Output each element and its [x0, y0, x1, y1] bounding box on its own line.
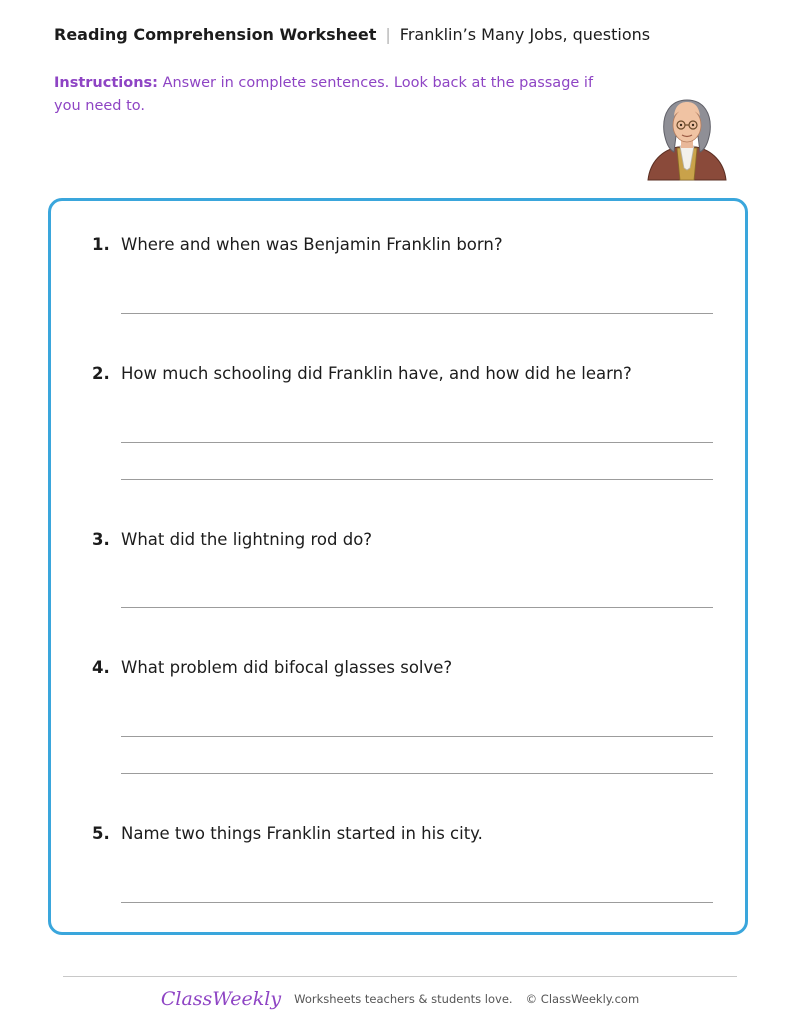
- instructions: [54, 72, 594, 118]
- question-text: How much schooling did Franklin have, and how did he learn?: [121, 364, 632, 383]
- footer-divider: [63, 976, 737, 977]
- header-separator: |: [385, 25, 391, 44]
- answer-line-5[interactable]: [121, 902, 713, 903]
- instructions-text: Answer in complete sentences. Look back at the passage if you need to.: [54, 75, 594, 114]
- benjamin-franklin-portrait-icon: [644, 92, 730, 182]
- worksheet-title: Reading Comprehension Worksheet: [54, 25, 377, 44]
- question-number: 2.: [92, 364, 110, 383]
- worksheet-subtitle: Franklin’s Many Jobs, questions: [399, 25, 651, 44]
- worksheet-header: [54, 25, 650, 44]
- question-text: What problem did bifocal glasses solve?: [121, 658, 453, 677]
- question-number: 3.: [92, 530, 110, 549]
- footer: [0, 988, 800, 1010]
- question-text: What did the lightning rod do?: [121, 530, 373, 549]
- question-text: Name two things Franklin started in his city.: [121, 824, 483, 843]
- question-number: 1.: [92, 235, 110, 254]
- question-number: 4.: [92, 658, 110, 677]
- questions-box: [48, 198, 748, 935]
- footer-tagline: Worksheets teachers & students love.: [294, 992, 513, 1006]
- question-text: Where and when was Benjamin Franklin born?: [121, 235, 503, 254]
- answer-line-1[interactable]: [121, 313, 713, 314]
- question-5: [92, 824, 483, 843]
- answer-line-4a[interactable]: [121, 736, 713, 737]
- question-2: [92, 364, 632, 383]
- instructions-label: Instructions:: [54, 75, 158, 91]
- answer-line-2a[interactable]: [121, 442, 713, 443]
- answer-line-4b[interactable]: [121, 773, 713, 774]
- question-1: [92, 235, 503, 254]
- answer-line-3[interactable]: [121, 607, 713, 608]
- question-3: [92, 530, 372, 549]
- brand-logo: ClassWeekly: [160, 988, 282, 1010]
- question-number: 5.: [92, 824, 110, 843]
- footer-copyright: © ClassWeekly.com: [525, 992, 640, 1006]
- answer-line-2b[interactable]: [121, 479, 713, 480]
- question-4: [92, 658, 452, 677]
